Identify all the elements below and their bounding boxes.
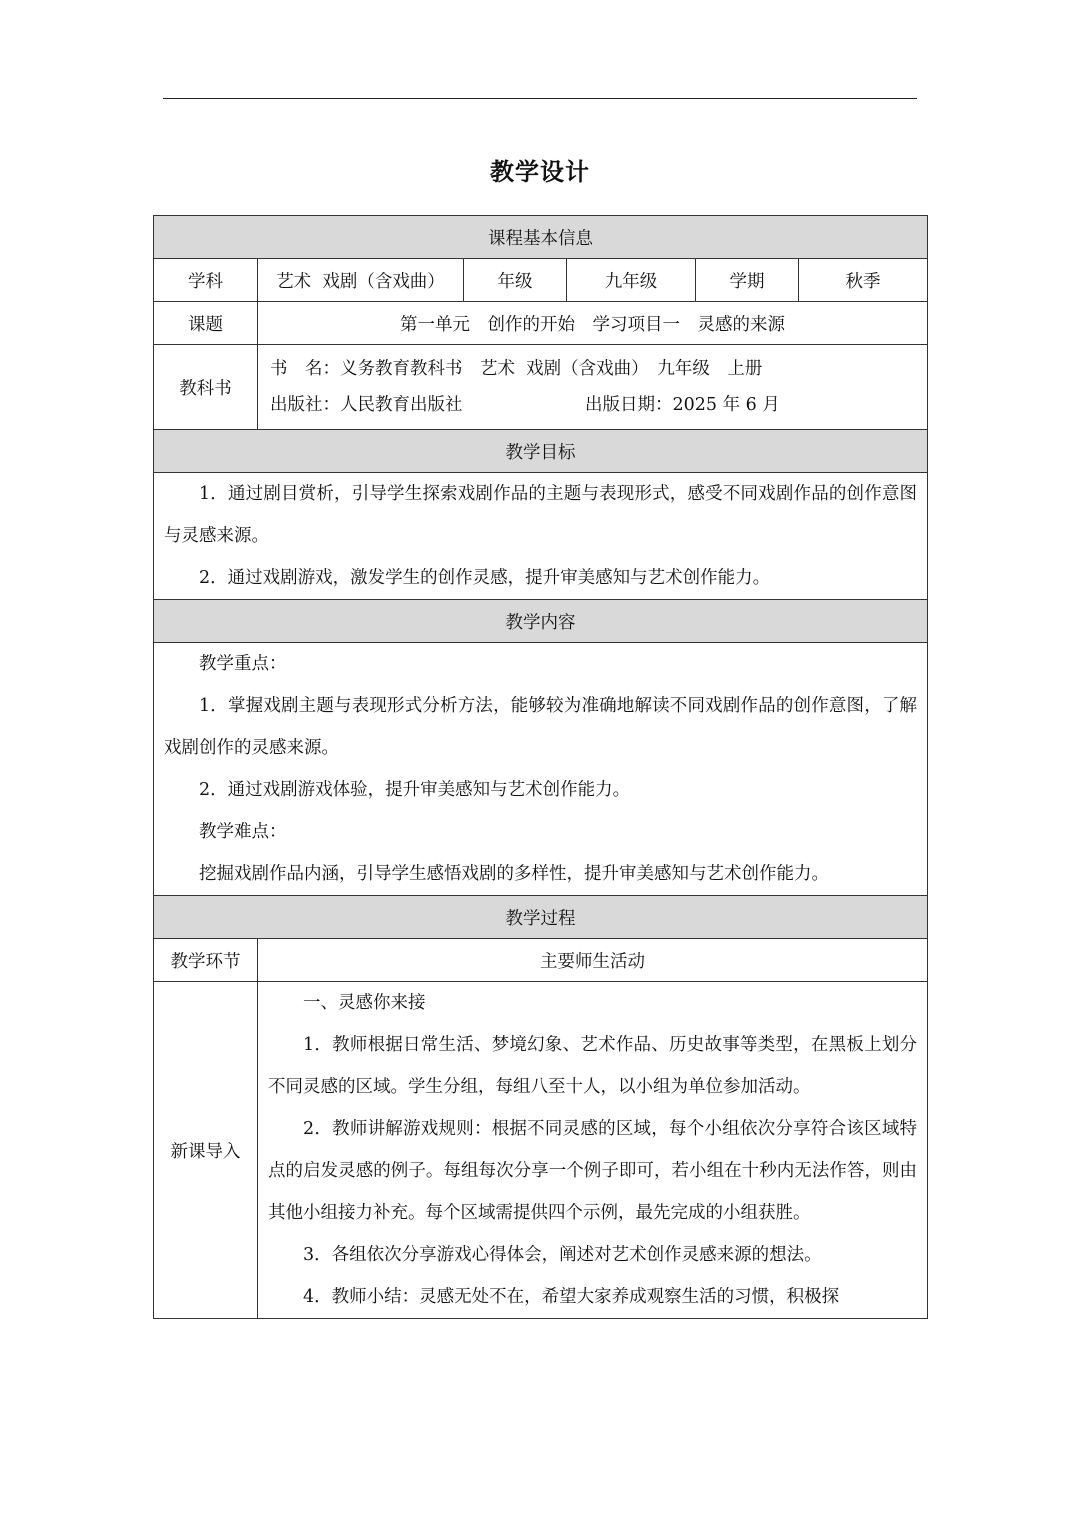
process-row <box>154 982 928 1319</box>
grade-value: 九年级 <box>567 259 696 302</box>
basic-info-row <box>154 259 928 302</box>
content-header: 教学内容 <box>154 600 928 643</box>
key-point-item: 1．掌握戏剧主题与表现形式分析方法，能够较为准确地解读不同戏剧作品的创作意图，了解戏剧创作的灵感来源。 <box>164 696 918 758</box>
textbook-title-line: 书 名：义务教育教科书 艺术 戏剧（含戏曲） 九年级 上册 <box>270 359 763 379</box>
content-body <box>154 643 928 896</box>
topic-label: 课题 <box>154 302 258 345</box>
process-column-headers <box>154 939 928 982</box>
activity-step: 3．各组依次分享游戏心得体会，阐述对艺术创作灵感来源的想法。 <box>303 1245 822 1265</box>
subject-value: 艺术 戏剧（含戏曲） <box>258 259 464 302</box>
objectives-header: 教学目标 <box>154 430 928 473</box>
difficulty-label: 教学难点： <box>199 822 287 842</box>
textbook-row <box>154 345 928 430</box>
term-label: 学期 <box>696 259 799 302</box>
process-header: 教学过程 <box>154 896 928 939</box>
difficulty-text: 挖掘戏剧作品内涵，引导学生感悟戏剧的多样性，提升审美感知与艺术创作能力。 <box>199 864 829 884</box>
key-points-label: 教学重点： <box>199 654 287 674</box>
topic-row <box>154 302 928 345</box>
basic-info-header: 课程基本信息 <box>154 216 928 259</box>
grade-label: 年级 <box>464 259 567 302</box>
stage-column-header: 教学环节 <box>154 939 258 982</box>
topic-value: 第一单元 创作的开始 学习项目一 灵感的来源 <box>258 302 928 345</box>
key-point-item: 2．通过戏剧游戏体验，提升审美感知与艺术创作能力。 <box>199 780 631 800</box>
term-value: 秋季 <box>799 259 928 302</box>
textbook-publisher-line: 出版社：人民教育出版社 出版日期：2025 年 6 月 <box>270 395 780 415</box>
objectives-body <box>154 473 928 600</box>
objective-item: 1．通过剧目赏析，引导学生探索戏剧作品的主题与表现形式，感受不同戏剧作品的创作意图与灵感来源。 <box>164 484 918 546</box>
lesson-plan-table <box>153 215 928 1319</box>
objective-item: 2．通过戏剧游戏，激发学生的创作灵感，提升审美感知与艺术创作能力。 <box>199 568 771 588</box>
activity-step: 1．教师根据日常生活、梦境幻象、艺术作品、历史故事等类型，在黑板上划分不同灵感的区域。学生分组，每组八至十人，以小组为单位参加活动。 <box>268 1035 918 1097</box>
subject-label: 学科 <box>154 259 258 302</box>
activity-step: 4．教师小结：灵感无处不在，希望大家养成观察生活的习惯，积极探 <box>303 1287 840 1307</box>
stage-label: 新课导入 <box>154 982 258 1319</box>
activity-cell <box>258 982 928 1319</box>
page-title: 教学设计 <box>490 158 590 186</box>
activity-section-title: 一、灵感你来接 <box>303 993 426 1013</box>
activity-column-header: 主要师生活动 <box>258 939 928 982</box>
activity-step: 2．教师讲解游戏规则：根据不同灵感的区域，每个小组依次分享符合该区域特点的启发灵感的例子。每组每次分享一个例子即可，若小组在十秒内无法作答，则由其他小组接力补充。每个区域需提供四个示例，最先完成的小组获胜。 <box>268 1119 918 1223</box>
header-rule <box>163 98 917 99</box>
textbook-label: 教科书 <box>154 345 258 430</box>
textbook-info <box>258 345 928 430</box>
